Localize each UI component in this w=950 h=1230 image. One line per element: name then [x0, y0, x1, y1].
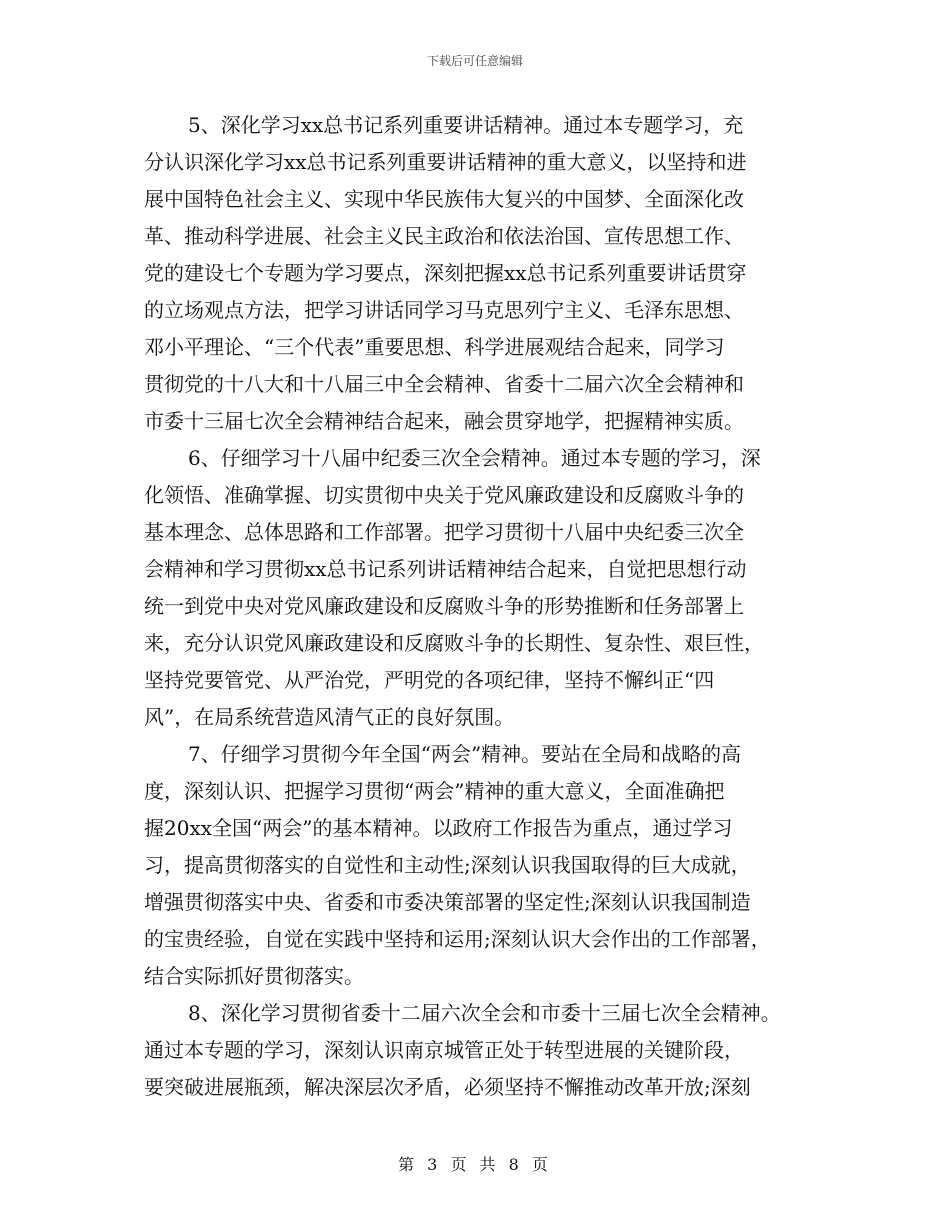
- paragraph-line: 的宝贵经验，自觉在实践中坚持和运用;深刻认识大会作出的工作部署，: [144, 927, 771, 951]
- paragraph-line: 市委十三届七次全会精神结合起来，融会贯穿地学，把握精神实质。: [144, 409, 744, 433]
- paragraph-line: 通过本专题的学习，深刻认识南京城管正处于转型进展的关键阶段，: [144, 1038, 744, 1062]
- paragraph-line: 基本理念、总体思路和工作部署。把学习贯彻十八届中央纪委三次全: [144, 520, 744, 544]
- paragraph-line: 6、仔细学习十八届中纪委三次全会精神。通过本专题的学习，深: [188, 446, 761, 470]
- paragraph: [144, 440, 781, 736]
- paragraph-line: 度，深刻认识、把握学习贯彻“两会”精神的重大意义，全面准确把: [144, 779, 725, 803]
- paragraph-line: 化领悟、准确掌握、切实贯彻中央关于党风廉政建设和反腐败斗争的: [144, 483, 744, 507]
- paragraph-line: 展中国特色社会主义、实现中华民族伟大复兴的中国梦、全面深化改: [144, 187, 744, 211]
- paragraph-line: 要突破进展瓶颈，解决深层次矛盾，必须坚持不懈推动改革开放;深刻: [144, 1075, 751, 1099]
- paragraph-line: 革、推动科学进展、社会主义民主政治和依法治国、宣传思想工作、: [144, 224, 744, 248]
- paragraph-line: 会精神和学习贯彻xx总书记系列讲话精神结合起来，自觉把思想行动: [144, 557, 747, 581]
- paragraph-line: 的立场观点方法，把学习讲话同学习马克思列宁主义、毛泽东思想、: [144, 298, 744, 322]
- page-footer: 第 3 页 共 8 页: [398, 1155, 552, 1174]
- paragraph-line: 坚持党要管党、从严治党，严明党的各项纪律，坚持不懈纠正“四: [144, 668, 715, 692]
- paragraph: [144, 736, 781, 995]
- paragraph-line: 5、深化学习xx总书记系列重要讲话精神。通过本专题学习，充: [188, 113, 744, 137]
- paragraph: [144, 107, 781, 440]
- paragraph-line: 结合实际抓好贯彻落实。: [144, 964, 364, 988]
- document-body: [144, 107, 781, 1106]
- paragraph-line: 分认识深化学习xx总书记系列重要讲话精神的重大意义，以坚持和进: [144, 150, 747, 174]
- paragraph: [144, 995, 781, 1106]
- paragraph-line: 邓小平理论、“三个代表”重要思想、科学进展观结合起来，同学习: [144, 335, 725, 359]
- paragraph-line: 来，充分认识党风廉政建设和反腐败斗争的长期性、复杂性、艰巨性，: [144, 631, 764, 655]
- paragraph-line: 统一到党中央对党风廉政建设和反腐败斗争的形势推断和任务部署上: [144, 594, 744, 618]
- paragraph-line: 贯彻党的十八大和十八届三中全会精神、省委十二届六次全会精神和: [144, 372, 744, 396]
- paragraph-line: 增强贯彻落实中央、省委和市委决策部署的坚定性;深刻认识我国制造: [144, 890, 751, 914]
- paragraph-line: 党的建设七个专题为学习要点，深刻把握xx总书记系列重要讲话贯穿: [144, 261, 747, 285]
- paragraph-line: 习，提高贯彻落实的自觉性和主动性;深刻认识我国取得的巨大成就，: [144, 853, 751, 877]
- paragraph-line: 握20xx全国“两会”的基本精神。以政府工作报告为重点，通过学习: [144, 816, 733, 840]
- paragraph-line: 风”，在局系统营造风清气正的良好氛围。: [144, 705, 515, 729]
- paragraph-line: 7、仔细学习贯彻今年全国“两会”精神。要站在全局和战略的高: [188, 742, 742, 766]
- page-header: 下载后可任意编辑: [426, 54, 523, 68]
- paragraph-line: 8、深化学习贯彻省委十二届六次全会和市委十三届七次全会精神。: [188, 1001, 781, 1025]
